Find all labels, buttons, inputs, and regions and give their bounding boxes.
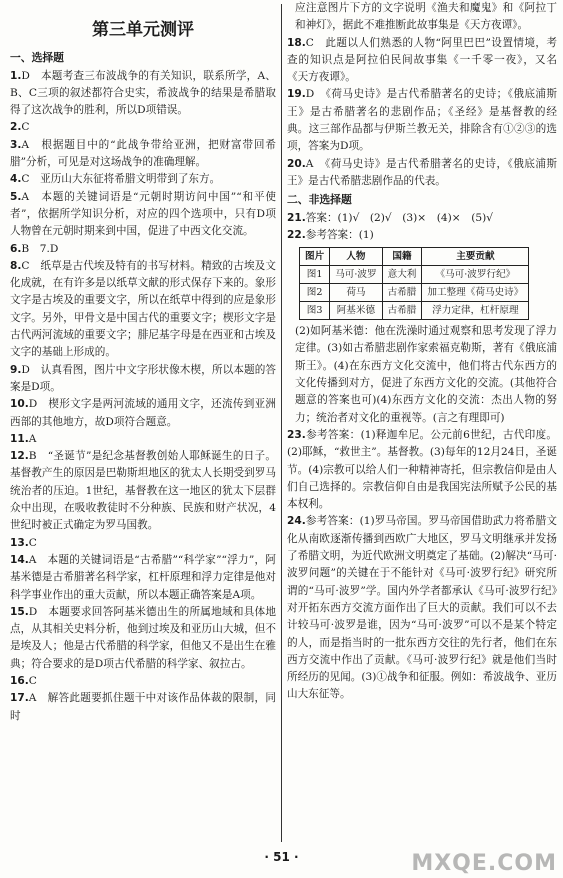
answer-text: D 楔形文字是两河流域的通用文字，还流传到亚洲西部的其他地方，故D项符合题意。 (10, 398, 276, 428)
table-cell: 阿基米德 (330, 302, 382, 320)
answer-item (10, 604, 276, 673)
column-divider (281, 4, 282, 842)
table-header-cell: 人物 (330, 248, 382, 266)
answer-text: C 此题以人们熟悉的人物“阿里巴巴”设置情境，考查的知识点是阿拉伯民间故事集《一千零一夜》，又名《天方夜谭》。 (287, 36, 557, 84)
question-number: 13. (10, 536, 29, 549)
table-cell: 马可·波罗 (330, 266, 382, 284)
section-heading: 一、选择题 (10, 51, 64, 65)
question-number: 10. (10, 398, 29, 411)
answer-item (10, 396, 276, 431)
answer-item (10, 137, 276, 172)
table-cell: 图1 (300, 266, 330, 284)
question-number: 22. (287, 228, 306, 241)
answer-text: D 《荷马史诗》是古代希腊著名的史诗；《俄底浦斯王》是古希腊著名的悲剧作品；《圣经》是基督教的经典。这三部作品都与伊斯兰教无关，排除含有①②③的选项，答案为D项。 (287, 88, 557, 153)
table-cell: 浮力定律，杠杆原理 (422, 302, 529, 320)
answer-item (287, 86, 557, 155)
watermark-logo: MXQE.COM (411, 851, 557, 876)
question-number: 20. (287, 157, 306, 170)
answer-text: A 解答此题要抓住题干中对该作品体裁的限制，同时 (10, 692, 276, 722)
answer-item (10, 171, 276, 188)
answer-text: C (28, 536, 37, 549)
answer-item (10, 552, 276, 604)
question-number: 14. (10, 553, 29, 566)
answer-text: 参考答案：(1)罗马帝国。罗马帝国借助武力将希腊文化从南欧逐渐传播到西欧广大地区，罗马文明继承并发扬了希腊文明，为近代欧洲文明奠定了基础。(2)解决“马可·波罗问题”的关键在于不能针对《马可·波罗行纪》研究所谓的“马可·波罗”学。国内外学者都承认《马可·波罗行纪》对开拓东西方交流方面作出了巨大的贡献。我们可以不去计较马可·波罗是谁，因为“马可·波罗”可以不是某个特定的人，而是指当时的一批东西方交往的先行者，他们在东西方交流中作出了贡献。《马可·波罗行纪》就是他们当时所经历的见闻。(3)①战争和征服。例如：希波战争、亚历山大东征等。 (287, 515, 557, 701)
answer-text: A 根据题目中的“此战争带给亚洲，把财富带回希腊”分析，可见是对这场战争的准确理解。 (10, 138, 276, 169)
table-cell: 加工整理《荷马史诗》 (422, 284, 529, 302)
question-number: 11. (10, 432, 29, 445)
answer-text: D 本题要求回答阿基米德出生的所属地域和具体地点，从其相关史料分析，他到过埃及和亚历山大城，但不是埃及人；他是古代希腊的科学家，但他又不是出生在雅典；符合要求的是D项古代希腊的科学家、叙拉古。 (10, 605, 276, 670)
right-column (287, 0, 557, 838)
answer-text: D 认真看图，图片中文字形状像木楔，所以本题的答案是D项。 (10, 363, 276, 393)
answer-item (10, 68, 276, 120)
answer-item (10, 431, 276, 448)
question-number: 16. (10, 674, 29, 687)
answer-item (10, 258, 276, 362)
answer-text: C 亚历山大东征将希腊文明带到了东方。 (21, 173, 221, 186)
answer-item (10, 119, 276, 136)
answer-item (10, 535, 276, 552)
answer-text: B “圣诞节”是纪念基督教创始人耶稣诞生的日子。基督教产生的原因是巴勒斯坦地区的犹太人长期受到罗马统治者的压迫。1世纪，基督教在这一地区的犹太下层群众中出现，在吸收教徒时不分种族、民族和财产状况，4世纪时被正式确定为罗马国教。 (10, 450, 276, 532)
question-number: 17. (10, 692, 29, 705)
answer-text: A (28, 432, 37, 445)
table-header-cell: 主要贡献 (422, 248, 529, 266)
answer-item (10, 241, 276, 258)
continuation-text: (2)如阿基米德：他在洗澡时通过观察和思考发现了浮力定律。(3)如古希腊悲剧作家索福克勒斯，著有《俄底浦斯王》。(4)在东西方文化交流中，他们将古代东西方的文化传播到对方，促进了东西方文化的交流。(其他符合题意的答案也可)(4)东西方文化的交流：杰出人物的努力；统治者对文化的重视等。(言之有理即可) (295, 325, 557, 424)
question-number: 24. (287, 515, 306, 528)
left-column (10, 0, 276, 838)
answer-text: C (28, 674, 37, 687)
answer-text: A 本题的关键词语是“古希腊”“科学家”“浮力”，阿基米德是古希腊著名科学家，杠杆原理和浮力定律是他对科学事业作出的重大贡献，所以本题正确答案是A项。 (10, 553, 276, 601)
question-number: 9. (10, 363, 22, 376)
answer-item (287, 156, 557, 191)
question-number: 12. (10, 450, 29, 463)
answer-item (10, 448, 276, 534)
answer-text: C (21, 121, 30, 134)
page-number: · 51 · (264, 850, 299, 864)
answer-item (287, 427, 557, 513)
table-cell: 《马可·波罗行纪》 (422, 266, 529, 284)
table-row (300, 284, 529, 302)
table-cell: 图3 (300, 302, 330, 320)
answer-text: A 《荷马史诗》是古代希腊著名的史诗，《俄底浦斯王》是古代希腊悲剧作品的代表。 (287, 157, 557, 187)
answer-item (287, 227, 557, 244)
table-cell: 图2 (300, 284, 330, 302)
table-header-cell: 国籍 (382, 248, 422, 266)
question-number: 3. (10, 138, 22, 151)
section-heading: 二、非选择题 (287, 193, 352, 207)
table-cell: 意大利 (382, 266, 422, 284)
answer-item (287, 210, 557, 227)
question-number: 8. (10, 259, 22, 272)
answer-table (299, 247, 529, 320)
question-number: 19. (287, 88, 306, 101)
answer-item (10, 189, 276, 241)
answer-text: A 本题的关键词语是“元朝时期访问中国”“和平使者”，依据所学知识分析，对应的四个选项中，只有D项人物曾在元朝时期来到中国，促进了中西文化交流。 (10, 190, 276, 238)
question-number: 5. (10, 190, 22, 203)
table-cell: 古希腊 (382, 284, 422, 302)
answer-text: D 本题考查三布波战争的有关知识，联系所学，A、B、C三项的叙述都符合史实，希波战争的结果是希腊取得了这次战争的胜利，所以D项错误。 (10, 69, 276, 117)
answer-text: C 纸草是古代埃及特有的书写材料。精致的古埃及文化成就，在有许多是以纸草文献的形式保存下来的。象形文字是古埃及的重要文字，所以在纸草中得到的应是象形文字。另外，甲骨文是中国古代的重要文字；楔形文字是古代两河流域的重要文字；腓尼基字母是在西亚和古埃及文字的基础上形成的。 (10, 259, 276, 359)
question-number: 21. (287, 211, 306, 224)
table-header-cell: 图片 (300, 248, 330, 266)
question-number: 2. (10, 121, 22, 134)
answer-item (287, 513, 557, 703)
answer-item (10, 673, 276, 690)
answer-text: 参考答案：(1) (305, 228, 374, 241)
question-number: 1. (10, 69, 22, 82)
table-cell: 荷马 (330, 284, 382, 302)
question-number: 15. (10, 605, 29, 618)
page-title: 第三单元测评 (92, 20, 194, 40)
table-row (300, 266, 529, 284)
answer-item (10, 690, 276, 725)
question-number: 6. (10, 242, 22, 255)
answer-text: 参考答案：(1)释迦牟尼。公元前6世纪，古代印度。(2)耶稣，“救世主”。基督教。(3)每年的12月24日，圣诞节。(4)宗教可以给人们一种精神寄托，但宗教信仰是由人们自己选择的。宗教信仰自由是我国宪法所赋予公民的基本权利。 (287, 428, 557, 511)
answer-text: 答案：(1)√ (2)√ (3)× (4)× (5)√ (305, 211, 493, 224)
answer-item (287, 35, 557, 87)
answer-text: B 7.D (21, 242, 59, 255)
continuation-text: 应注意图片下方的文字说明《渔夫和魔鬼》和《阿拉丁和神灯》，据此不难推断此故事集是《天方夜谭》。 (295, 2, 557, 32)
table-row (300, 302, 529, 320)
question-number: 18. (287, 36, 306, 49)
answer-item (10, 362, 276, 397)
table-cell: 古希腊 (382, 302, 422, 320)
question-number: 4. (10, 173, 22, 186)
question-number: 23. (287, 428, 306, 441)
